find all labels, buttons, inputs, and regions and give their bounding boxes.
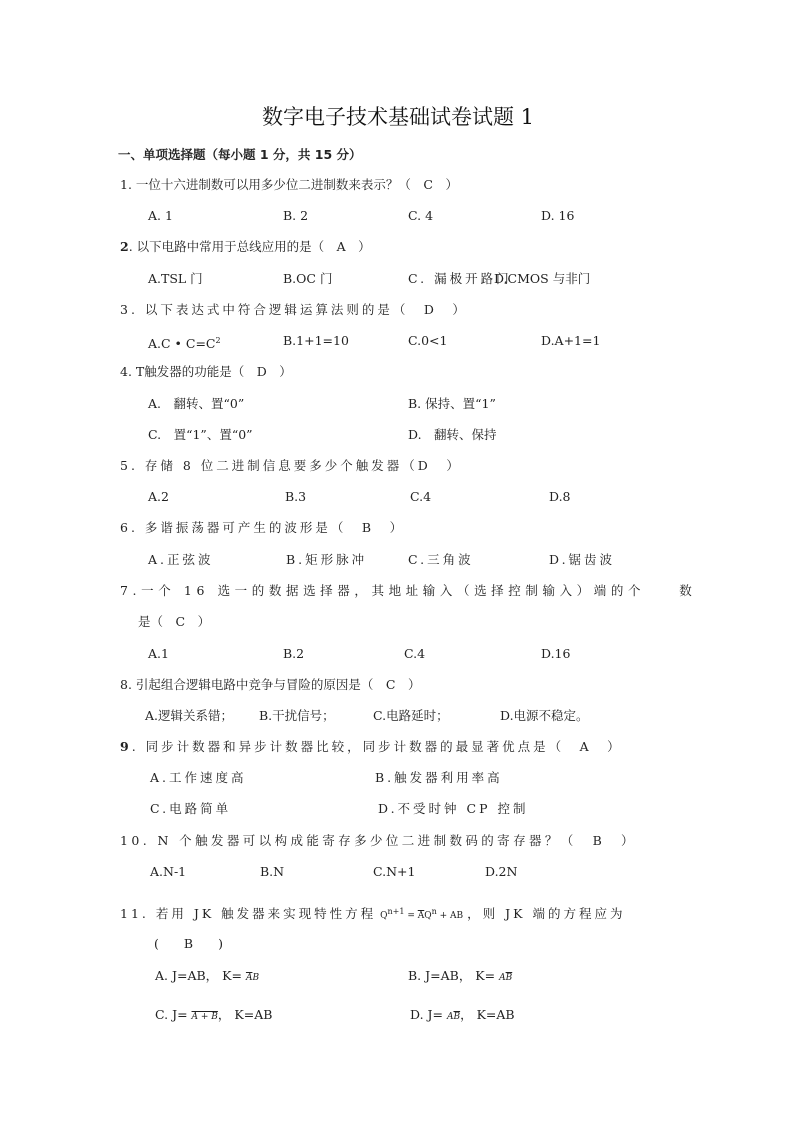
option-d: D.A+1=1 [541, 333, 601, 348]
eq-sup: n [431, 907, 437, 916]
question-stem-end: ，则 JK 端的方程应为 [467, 906, 626, 921]
question-11-answer: ( B ) [154, 936, 223, 951]
option-d: D.锯齿波 [549, 552, 616, 567]
question-number: 2 [120, 239, 129, 254]
eq-sign: = [404, 911, 418, 921]
question-7: 7.一个 16 选一的数据选择器，其地址输入（选择控制输入）端的个 数 [120, 583, 697, 598]
option-text: A.C • C=C [148, 336, 216, 352]
question-8: 8. 引起组合逻辑电路中竞争与冒险的原因是（ C ） [120, 677, 421, 692]
option-b: B.3 [285, 489, 307, 504]
overline-term: $\overline{A}$ [245, 973, 253, 983]
option-d: D.16 [541, 646, 571, 661]
option-c: C. 4 [408, 208, 434, 223]
section-heading: 一、单项选择题（每小题 1 分，共 15 分） [118, 147, 362, 162]
question-stem: . 以下电路中常用于总线应用的是（ A ） [128, 239, 371, 254]
option-d: D.8 [549, 489, 571, 504]
option-b: B.触发器利用率高 [375, 770, 503, 785]
term: A [499, 973, 506, 983]
option-b: B.OC 门 [283, 271, 333, 286]
eq-q: Q [380, 911, 388, 921]
option-c: C.电路简单 [150, 801, 232, 816]
option-a: A.N-1 [150, 864, 187, 879]
option-a [155, 968, 259, 986]
option-c: C.电路延时； [373, 708, 449, 723]
question-stem: 11. 若用 JK 触发器来实现特性方程 [120, 906, 377, 921]
option-a: A. 翻转、置“0” [148, 396, 245, 411]
option-c: C. 置“1”、置“0” [148, 427, 253, 442]
question-2 [120, 239, 371, 255]
question-1: 1. 一位十六进制数可以用多少位二进制数来表示？（ C ） [120, 177, 458, 192]
option-d: D.2N [485, 864, 518, 879]
eq-sup: n+1 [387, 907, 405, 916]
term: B [252, 973, 260, 983]
option-b: B.矩形脉冲 [286, 552, 368, 567]
option-b: B.1+1=10 [283, 333, 349, 348]
option-a: A.逻辑关系错； [145, 708, 234, 723]
term: A [446, 1012, 454, 1022]
option-a: A. 1 [148, 208, 173, 223]
option-d: D.CMOS 与非门 [494, 271, 591, 286]
option-a: A.工作速度高 [150, 770, 247, 785]
superscript: 2 [215, 336, 221, 345]
option-c: C.4 [410, 489, 432, 504]
option-b: B.N [260, 864, 285, 879]
question-number: 9 [120, 739, 132, 754]
eq-q: Q [424, 911, 432, 921]
characteristic-equation [380, 907, 464, 921]
question-6: 6. 多谐振荡器可产生的波形是（ B ） [120, 520, 406, 535]
option-text: C. J= [155, 1007, 192, 1022]
option-text: ， K=AB [217, 1007, 273, 1022]
option-text: B. J=AB， K= [408, 968, 500, 983]
overline-term: $\overline{B}$ [453, 1012, 461, 1022]
option-c: C.0<1 [408, 333, 448, 348]
question-5: 5. 存储 8 位二进制信息要多少个触发器（D ） [120, 458, 462, 473]
option-text: ， K=AB [460, 1007, 515, 1022]
page-title: 数字电子技术基础试卷试题 1 [262, 105, 535, 129]
question-stem: . 同步计数器和异步计数器比较，同步计数器的最显著优点是（ A ） [131, 739, 623, 754]
option-a: A.正弦波 [148, 552, 214, 567]
option-d: D. 16 [541, 208, 575, 223]
overline-term: A + B [191, 1012, 218, 1022]
option-a: A.1 [148, 646, 169, 661]
option-d [410, 1007, 515, 1025]
question-4: 4. T触发器的功能是（ D ） [120, 364, 292, 379]
overline-term: $\overline{B}$ [505, 973, 513, 983]
option-a: A.2 [148, 489, 169, 504]
question-9 [120, 739, 623, 755]
option-b: B.干扰信号； [259, 708, 335, 723]
option-c: C.N+1 [373, 864, 416, 879]
question-11 [120, 904, 625, 924]
option-text: A. J=AB， K= [155, 968, 246, 983]
option-c: C.4 [404, 646, 426, 661]
option-text: D. J= [410, 1007, 447, 1022]
eq-a-bar: $\overline{A}$ [417, 911, 425, 921]
option-b: B. 2 [283, 208, 309, 223]
option-b: B. 保持、置“1” [408, 396, 496, 411]
option-c: C. 漏极开路门 [408, 271, 512, 286]
eq-rest: + AB [436, 911, 464, 921]
option-d: D.不受时钟 CP 控制 [378, 801, 529, 816]
option-c: C.三角波 [408, 552, 474, 567]
option-b [408, 968, 512, 986]
option-b: B.2 [283, 646, 305, 661]
question-3: 3. 以下表达式中符合逻辑运算法则的是（ D ） [120, 302, 468, 317]
option-a: A.TSL 门 [148, 271, 203, 286]
option-c [155, 1007, 272, 1025]
option-a [148, 333, 221, 352]
question-7-continued: 是（ C ） [138, 614, 211, 629]
option-d: D.电源不稳定。 [500, 708, 589, 723]
question-10: 10. N 个触发器可以构成能寄存多少位二进制数码的寄存器？（ B ） [120, 833, 637, 848]
option-d: D. 翻转、保持 [408, 427, 497, 442]
